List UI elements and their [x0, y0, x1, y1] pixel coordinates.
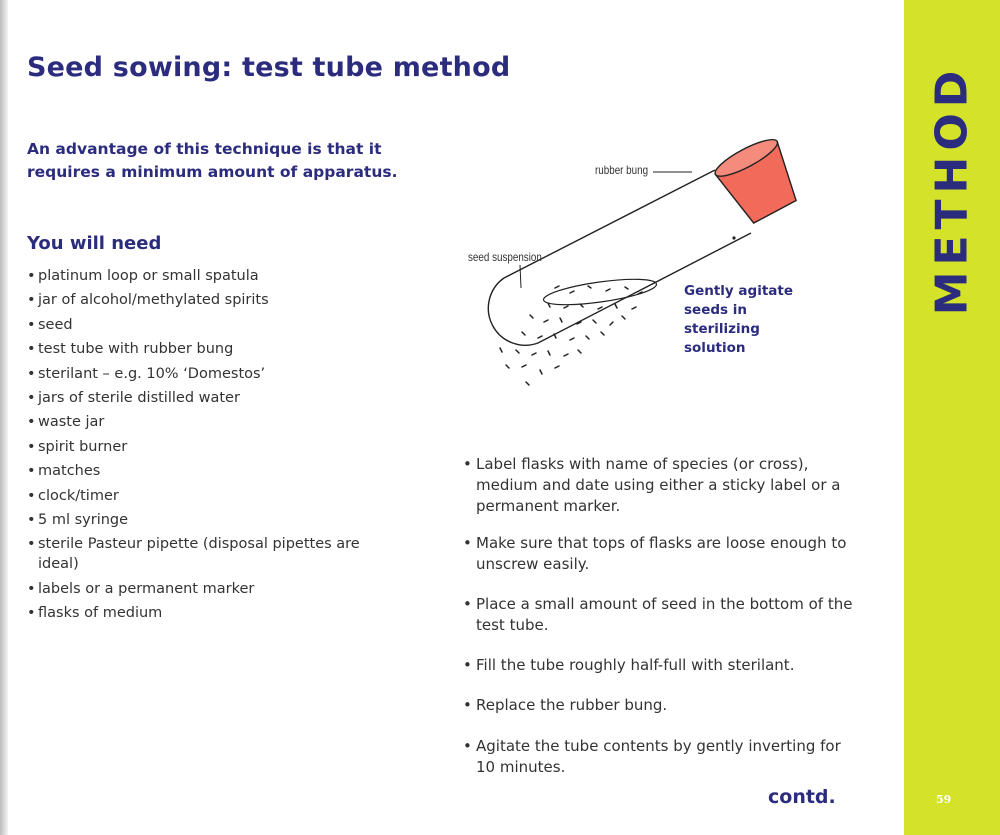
step-item: • Agitate the tube contents by gently inverting for 10 minutes.	[463, 736, 856, 778]
step-item: • Fill the tube roughly half-full with sterilant.	[463, 655, 856, 676]
rubber-bung-label: rubber bung	[595, 163, 649, 177]
continued-label: contd.	[768, 786, 836, 808]
materials-list	[27, 266, 367, 627]
step-item: • Replace the rubber bung.	[463, 695, 856, 716]
test-tube-illustration	[460, 110, 840, 420]
seed-leader-line	[520, 265, 521, 288]
list-item: • sterilant – e.g. 10% ‘Domestos’	[27, 364, 367, 384]
step-item: • Make sure that tops of flasks are loose enough to unscrew easily.	[463, 533, 856, 575]
step-item: • Place a small amount of seed in the bottom of the test tube.	[463, 594, 856, 636]
list-item: • platinum loop or small spatula	[27, 266, 367, 286]
section-label-method: METHOD	[926, 64, 978, 316]
list-item: • seed	[27, 315, 367, 335]
page-gutter	[0, 0, 8, 835]
list-item: • test tube with rubber bung	[27, 339, 367, 359]
list-item: • clock/timer	[27, 486, 367, 506]
page-number: 59	[936, 793, 952, 806]
intro-text: An advantage of this technique is that it requires a minimum amount of apparatus.	[27, 140, 398, 181]
agitate-callout: Gently agitate seeds in sterilizing solution	[684, 283, 794, 356]
rubber-bung	[711, 134, 806, 229]
list-item: • spirit burner	[27, 437, 367, 457]
seed-suspension-label: seed suspension	[468, 250, 542, 264]
small-dot	[732, 236, 735, 239]
list-item: • 5 ml syringe	[27, 510, 367, 530]
step-item: • Label flasks with name of species (or cross), medium and date using either a sticky label or a permanent marker.	[463, 454, 856, 517]
list-item: • matches	[27, 461, 367, 481]
list-item: • flasks of medium	[27, 603, 367, 623]
you-will-need-heading: You will need	[27, 233, 162, 254]
list-item: • jar of alcohol/methylated spirits	[27, 290, 367, 310]
list-item: • labels or a permanent marker	[27, 579, 367, 599]
list-item: • jars of sterile distilled water	[27, 388, 367, 408]
page-title: Seed sowing: test tube method	[27, 52, 511, 83]
list-item: • waste jar	[27, 412, 367, 432]
list-item: • sterile Pasteur pipette (disposal pipettes are ideal)	[27, 534, 367, 574]
